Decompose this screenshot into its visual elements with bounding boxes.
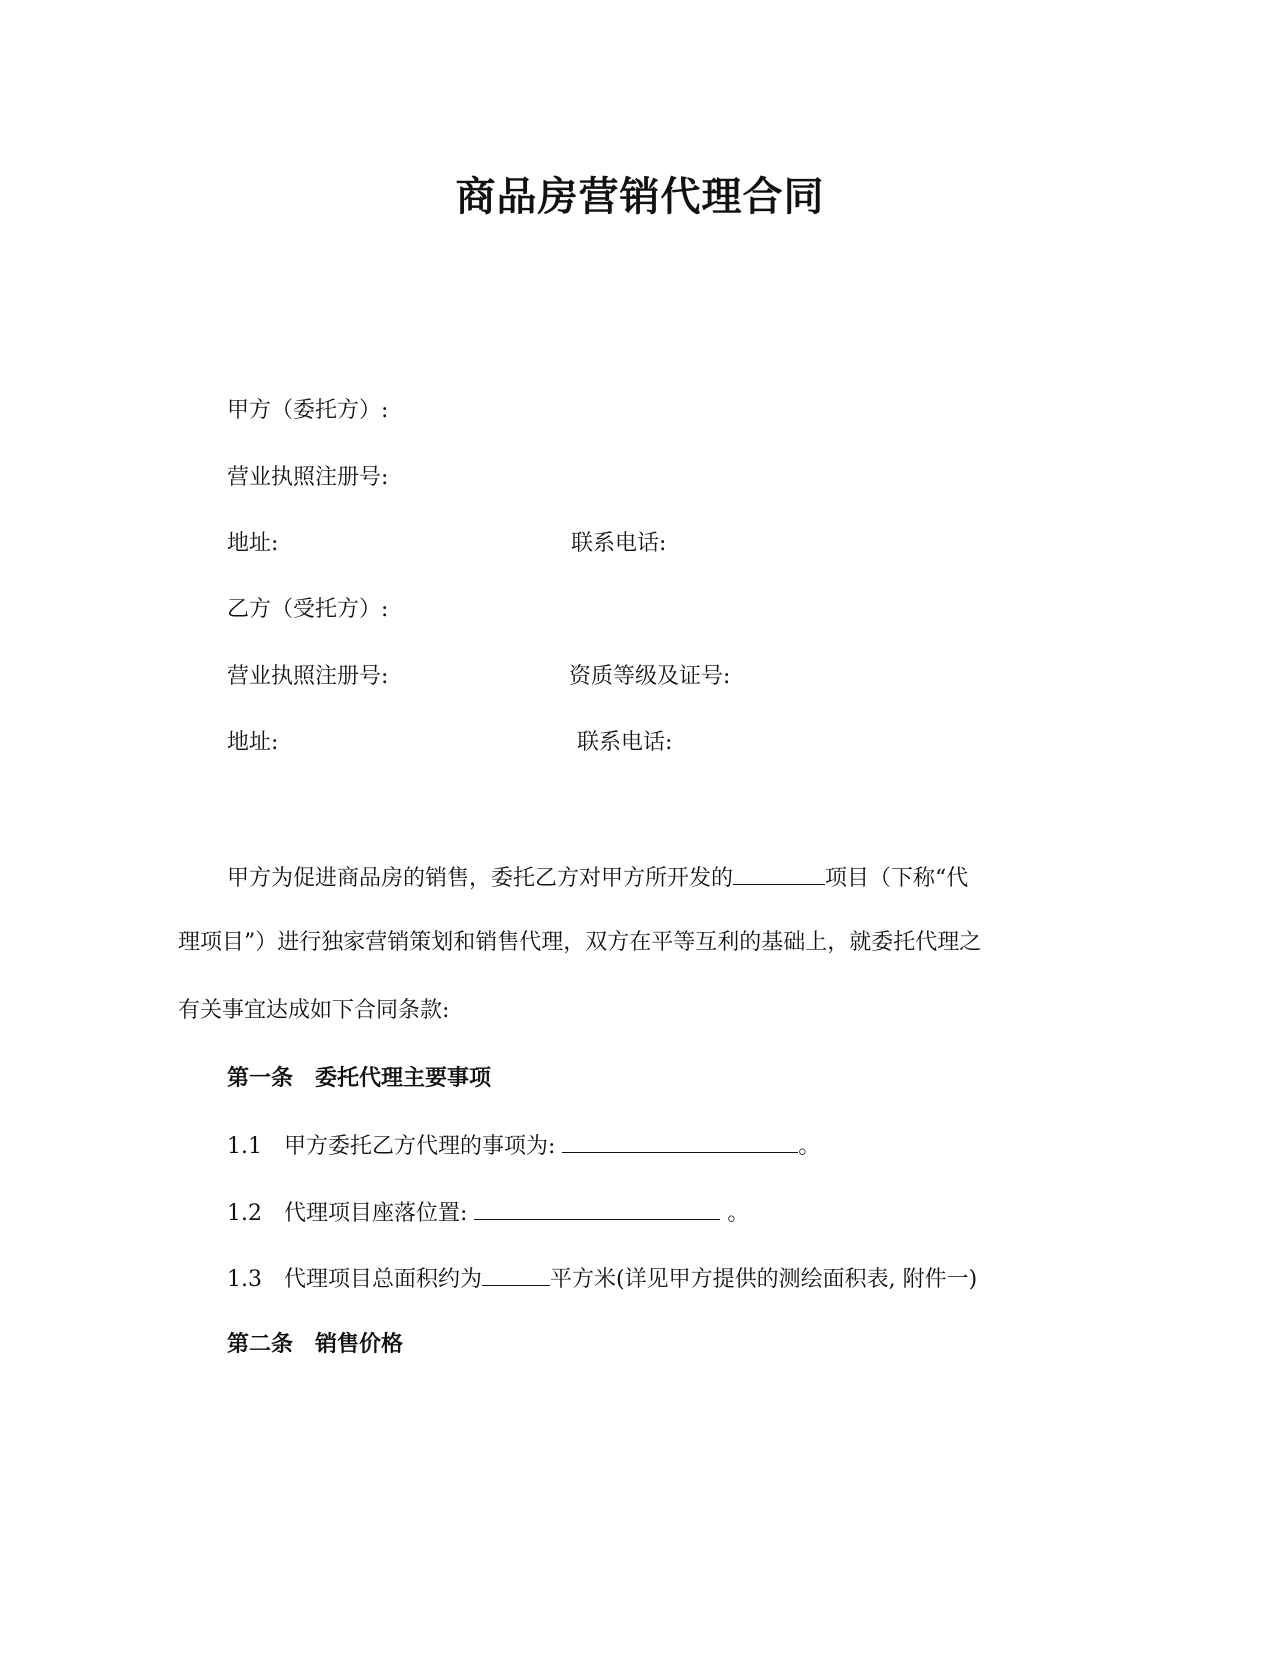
- party-a-license: 营业执照注册号:: [227, 465, 389, 490]
- clause-number: 1.3: [227, 1267, 262, 1292]
- party-b-license: 营业执照注册号:: [227, 664, 389, 689]
- clause-number: 1.2: [227, 1201, 262, 1226]
- clause-1-2: [227, 1197, 749, 1229]
- article-number: 第二条: [227, 1331, 294, 1357]
- party-b-label: 乙方（受托方）:: [227, 597, 389, 622]
- clause-suffix: 平方米(详见甲方提供的测绘面积表, 附件一): [550, 1267, 978, 1292]
- party-b-address: 地址:: [227, 730, 279, 755]
- intro-line-1: [227, 862, 968, 894]
- intro-text: 项目（下称“代: [825, 866, 969, 891]
- clause-text: 代理项目座落位置:: [284, 1201, 468, 1226]
- party-a-phone: 联系电话:: [571, 531, 667, 556]
- article-number: 第一条: [227, 1065, 294, 1091]
- article-2-heading: [227, 1329, 403, 1359]
- intro-text: 甲方为促进商品房的销售，委托乙方对甲方所开发的: [227, 866, 734, 891]
- agency-matter-blank: [562, 1130, 798, 1153]
- party-b-phone: 联系电话:: [577, 730, 673, 755]
- clause-suffix: 。: [798, 1134, 821, 1159]
- clause-1-3: [227, 1263, 977, 1295]
- area-blank: [482, 1263, 550, 1286]
- project-name-blank: [733, 862, 825, 885]
- clause-suffix: 。: [727, 1201, 750, 1226]
- party-b-qualification: 资质等级及证号:: [569, 664, 731, 689]
- intro-line-3: 有关事宜达成如下合同条款:: [178, 998, 450, 1023]
- location-blank: [474, 1197, 720, 1220]
- clause-text: 甲方委托乙方代理的事项为:: [284, 1134, 556, 1159]
- party-a-address: 地址:: [227, 531, 279, 556]
- document-title: 商品房营销代理合同: [455, 173, 825, 220]
- article-title: 委托代理主要事项: [315, 1065, 492, 1091]
- article-title: 销售价格: [315, 1331, 404, 1357]
- article-1-heading: [227, 1063, 491, 1093]
- party-a-label: 甲方（委托方）:: [227, 398, 389, 423]
- clause-text: 代理项目总面积约为: [284, 1267, 483, 1292]
- clause-number: 1.1: [227, 1134, 262, 1159]
- intro-line-2: 理项目”）进行独家营销策划和销售代理，双方在平等互利的基础上，就委托代理之: [178, 930, 982, 955]
- clause-1-1: [227, 1130, 820, 1162]
